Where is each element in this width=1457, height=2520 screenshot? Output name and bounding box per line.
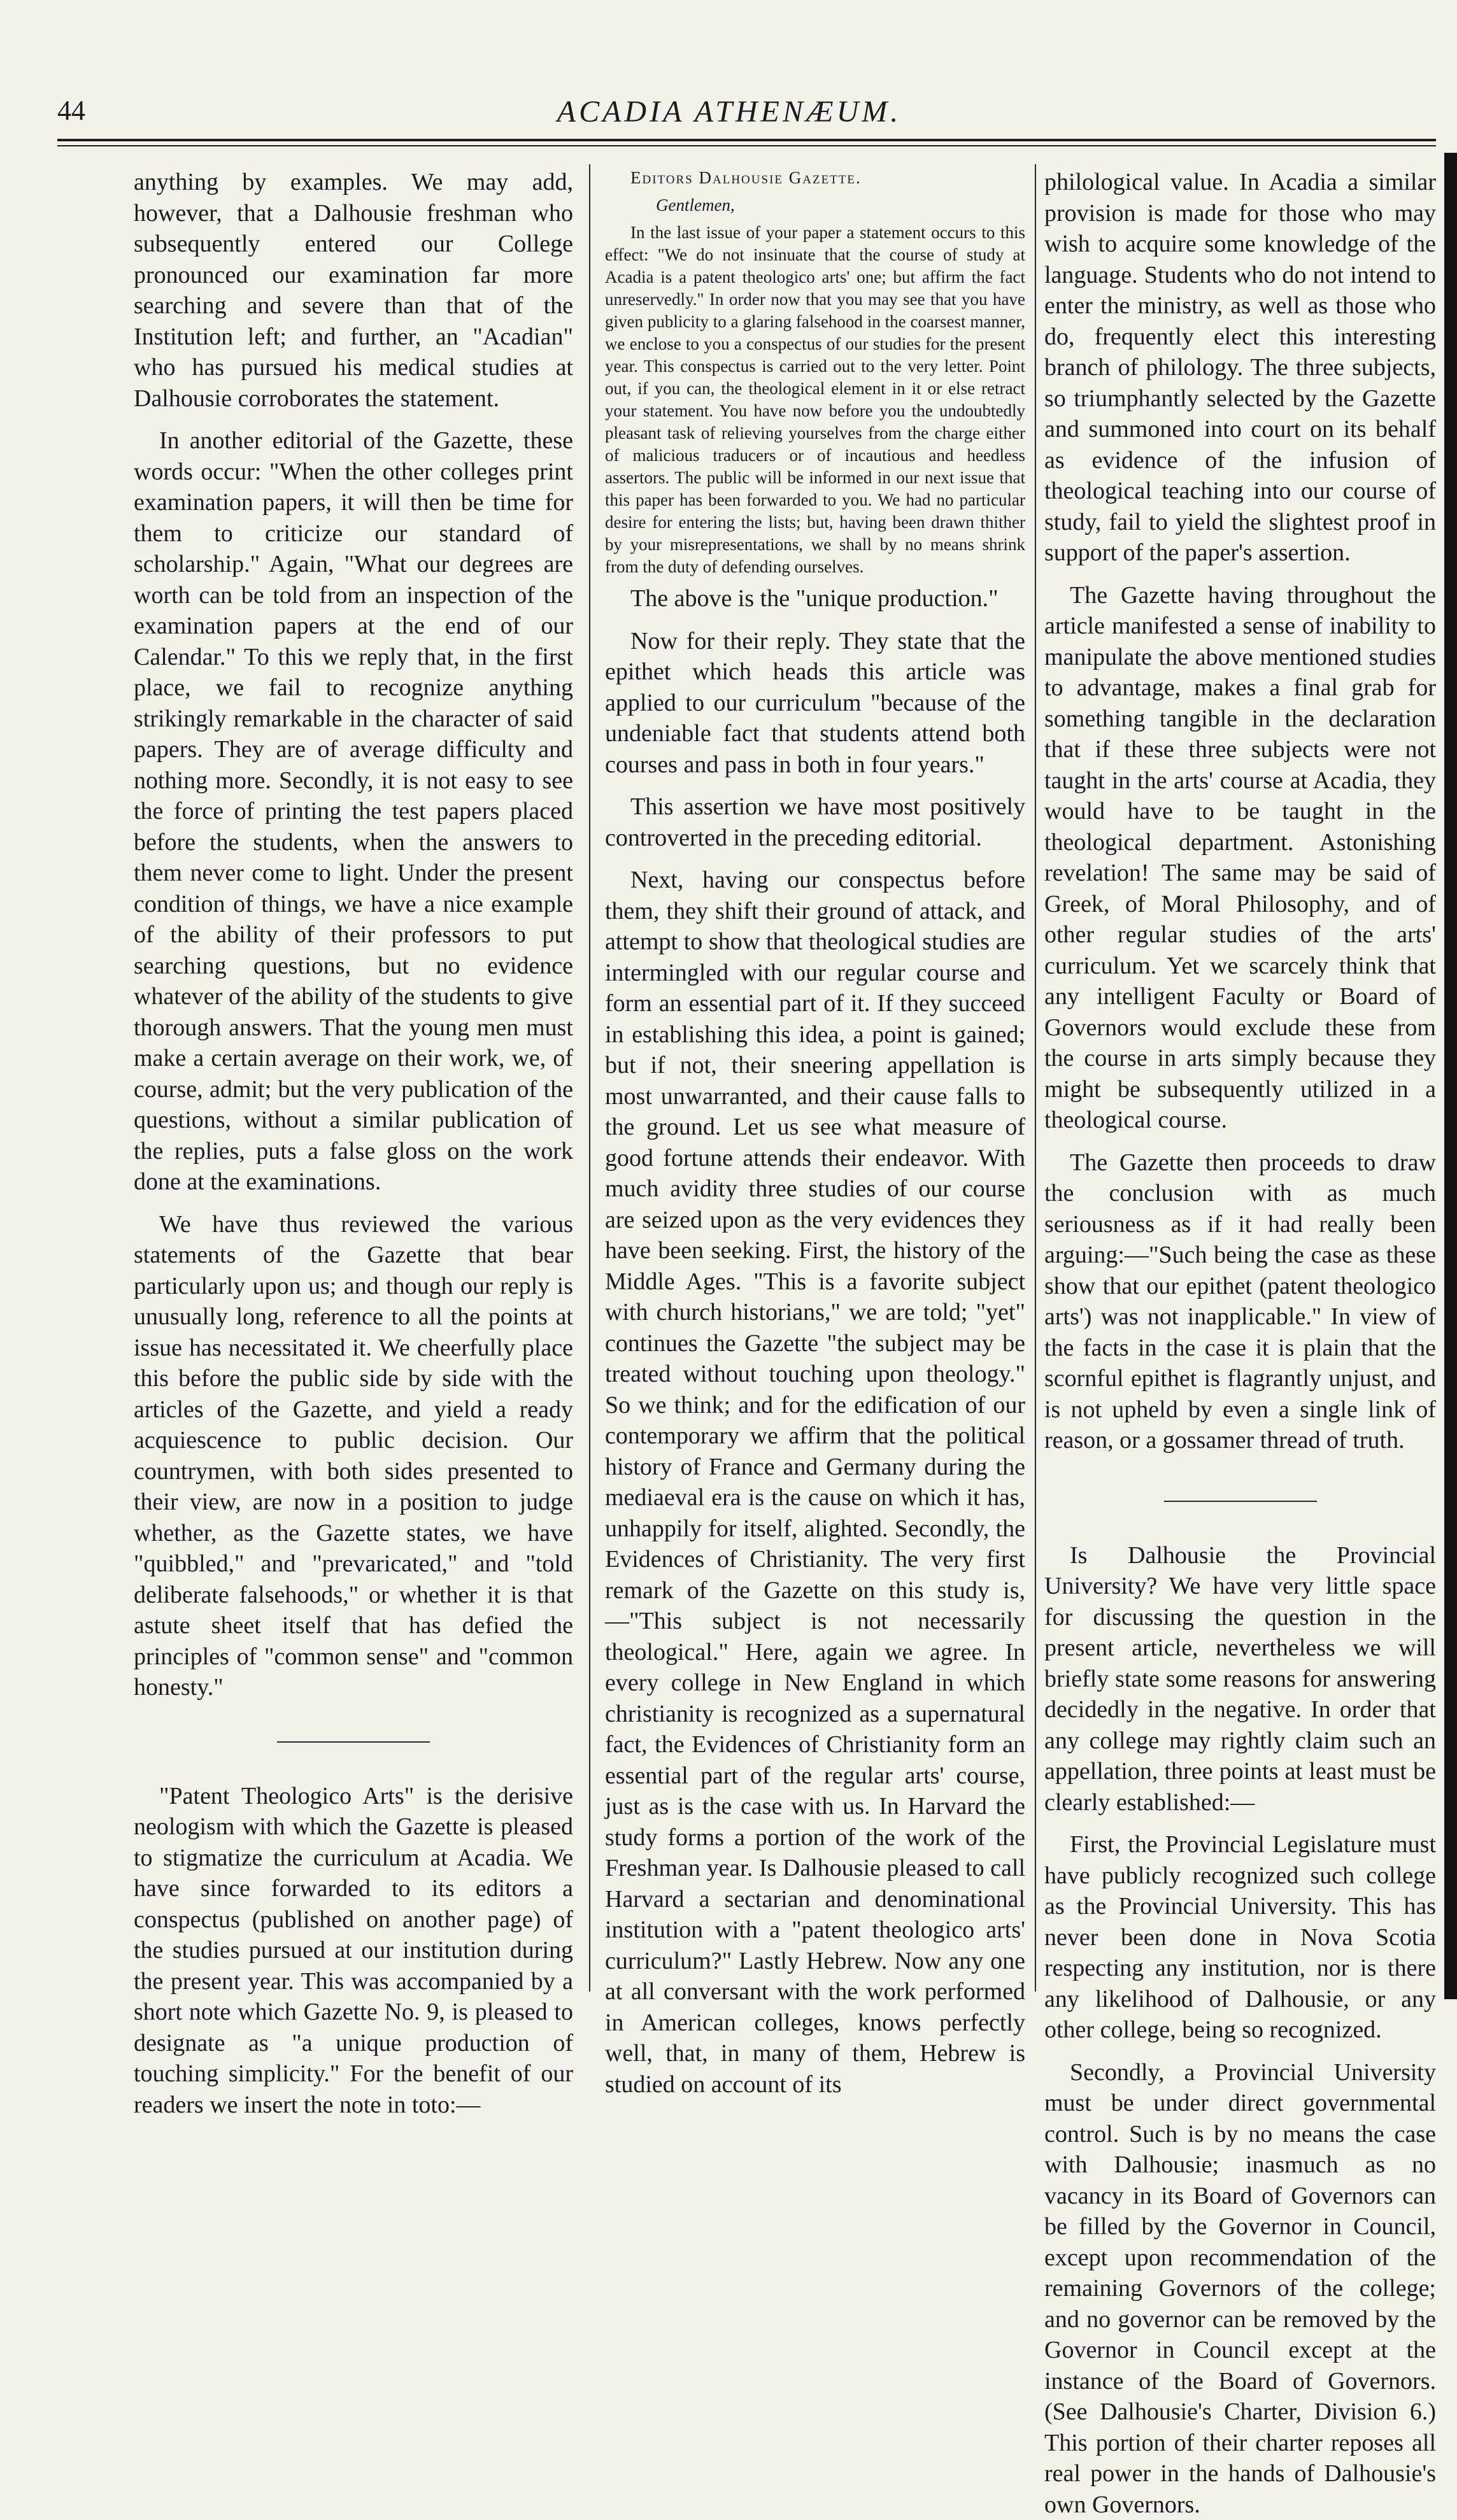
page-number: 44: [57, 94, 85, 127]
section-divider: [277, 1741, 430, 1743]
header-rule-thin: [57, 145, 1436, 146]
letter-heading: Editors Dalhousie Gazette.: [605, 167, 1025, 189]
middle-paragraph: This assertion we have most positively controverted in the preceding editorial.: [605, 791, 1025, 853]
column-rule-1: [589, 164, 590, 1992]
page-edge-shadow: [1444, 153, 1457, 1999]
quoted-letter: [605, 167, 1025, 578]
middle-column: [605, 167, 1025, 2000]
middle-paragraph: Next, having our conspectus before them, they shift their ground of attack, and attempt to show that theological studies are intermingled with our regular course and form an essential part of it. If they succeed in establishing this idea, a point is gained; but if not, their sneering appellation is most unwarranted, and their cause falls to the ground. Let us see what measure of good fortune attends their endeavor. With much avidity three studies of our course are seized upon as the very evidences they have been seeking. First, the history of the Middle Ages. "This is a favorite subject with church historians," we are told; "yet" continues the Gazette "the subject may be treated without touching upon theology." So we think; and for the edification of our contemporary we affirm that the political history of France and Germany during the mediaeval era is the cause on which it has, unhappily for itself, alighted. Secondly, the Evidences of Christianity. The very first remark of the Gazette on this study is,—"This subject is not necessarily theological." Here, again we agree. In every college in New England in which christianity is recognized as a supernatural fact, the Evidences of Christianity form an essential part of the regular arts' course, just as is the case with us. In Harvard the study forms a portion of the work of the Freshman year. Is Dalhousie pleased to call Harvard a sectarian and denominational institution with a "patent theologico arts' curriculum?" Lastly Hebrew. Now any one at all conversant with the work performed in American colleges, knows perfectly well, that, in many of them, Hebrew is studied on account of its: [605, 865, 1025, 2100]
right-section2-paragraph: Is Dalhousie the Provincial University? We have very little space for discussing the question in the present article, nevertheless we will briefly state some reasons for answering decidedly in the negative. In order that any college may rightly claim such an appellation, three points at least must be clearly established:—: [1044, 1540, 1436, 1818]
right-column: [1044, 167, 1436, 2000]
section-divider: [1164, 1501, 1317, 1502]
middle-paragraph: The above is the "unique production.": [605, 583, 1025, 614]
right-paragraph: The Gazette having throughout the article manifested a sense of inability to manipulate the above mentioned studies to advantage, makes a final grab for something tangible in the declaration that if these three subjects were not taught in the arts' course at Acadia, they would have to be taught in the theological department. Astonishing revelation! The same may be said of Greek, of Moral Philosophy, and of other regular studies of the arts' curriculum. Yet we scarcely think that any intelligent Faculty or Board of Governors would exclude these from the course in arts simply because they might be subsequently utilized in a theological course.: [1044, 580, 1436, 1136]
middle-paragraph: Now for their reply. They state that the epithet which heads this article was applied to our curriculum "because of the undeniable fact that students attend both courses and pass in both in four years.": [605, 626, 1025, 781]
letter-salutation: Gentlemen,: [656, 194, 1025, 216]
right-section2-paragraph: First, the Provincial Legislature must have publicly recognized such college as the Provincial University. This has never been done in Nova Scotia respecting any institution, nor is there any likelihood of Dalhousie, or any other college, being so recognized.: [1044, 1829, 1436, 2046]
right-paragraph: The Gazette then proceeds to draw the conclusion with as much seriousness as if it had really been arguing:—"Such being the case as these show that our epithet (patent theologico arts') was not inapplicable." In view of the facts in the case it is plain that the scornful epithet is flagrantly unjust, and is not upheld by even a single link of reason, or a gossamer thread of truth.: [1044, 1147, 1436, 1456]
page-header: [57, 94, 1401, 139]
left-section2-paragraph: "Patent Theologico Arts" is the derisive neologism with which the Gazette is pleased to stigmatize the curriculum at Acadia. We have since forwarded to its editors a conspectus (published on another page) of the studies pursued at our institution during the present year. This was accompanied by a short note which Gazette No. 9, is pleased to designate as "a unique production of touching simplicity." For the benefit of our readers we insert the note in toto:—: [134, 1781, 573, 2121]
header-rule: [57, 139, 1436, 141]
left-paragraph: We have thus reviewed the various statements of the Gazette that bear particularly upon us; and though our reply is unusually long, reference to all the points at issue has necessitated it. We cheerfully place this before the public side by side with the articles of the Gazette, and yield a ready acquiescence to public decision. Our countrymen, with both sides presented to their view, are now in a position to judge whether, as the Gazette states, we have "quibbled," and "prevaricated," and "told deliberate falsehoods," or whether it is that astute sheet itself that has defied the principles of "common sense" and "common honesty.": [134, 1209, 573, 1703]
right-section2-paragraph: Secondly, a Provincial University must be under direct governmental control. Such is by no means the case with Dalhousie; inasmuch as no vacancy in its Board of Governors can be filled by the Governor in Council, except upon recommendation of the remaining Governors of the college; and no governor can be removed by the Governor in Council except at the instance of the Board of Governors. (See Dalhousie's Charter, Division 6.) This portion of their charter reposes all real power in the hands of Dalhousie's own Governors.: [1044, 2057, 1436, 2520]
left-paragraph: anything by examples. We may add, however, that a Dalhousie freshman who subsequently entered our College pronounced our examination far more searching and severe than that of the Institution left; and further, an "Acadian" who has pursued his medical studies at Dalhousie corroborates the statement.: [134, 167, 573, 414]
column-rule-2: [1035, 164, 1036, 1992]
running-title: ACADIA ATHENÆUM.: [57, 94, 1401, 129]
letter-body: In the last issue of your paper a statement occurs to this effect: "We do not insinuate that the course of study at Acadia is a patent theologico arts' one; but affirm the fact unreservedly." In order now that you may see that you have given publicity to a glaring falsehood in the coarsest manner, we enclose to you a conspectus of our studies for the present year. This conspectus is carried out to the very letter. Point out, if you can, the theological element in it or else retract your statement. You have now before you the undoubtedly pleasant task of relieving yourselves from the charge either of malicious traducers or of incautious and heedless assertors. The public will be informed in our next issue that this paper has been forwarded to you. We had no particular desire for entering the lists; but, having been drawn thither by your misrepresentations, we shall by no means shrink from the duty of defending ourselves.: [605, 222, 1025, 578]
left-column: [134, 167, 573, 2000]
left-paragraph: In another editorial of the Gazette, these words occur: "When the other colleges print examination papers, it will then be time for them to criticize our standard of scholarship." Again, "What our degrees are worth can be told from an inspection of the examination papers at the end of our Calendar." To this we reply that, in the first place, we fail to recognize anything strikingly remarkable in the character of said papers. They are of average difficulty and nothing more. Secondly, it is not easy to see the force of printing the test papers placed before the students, when the answers to them never come to light. Under the present condition of things, we have a nice example of the ability of their professors to put searching questions, but no evidence whatever of the ability of the students to give thorough answers. That the young men must make a certain average on their work, we, of course, admit; but the very publication of the questions, without a similar publication of the replies, puts a false gloss on the work done at the examinations.: [134, 425, 573, 1198]
right-paragraph: philological value. In Acadia a similar provision is made for those who may wish to acquire some knowledge of the language. Students who do not intend to enter the ministry, as well as those who do, frequently elect this interesting branch of philology. The three subjects, so triumphantly selected by the Gazette and summoned into court on its behalf as evidence of the infusion of theological teaching into our course of study, fail to yield the slightest proof in support of the paper's assertion.: [1044, 167, 1436, 569]
